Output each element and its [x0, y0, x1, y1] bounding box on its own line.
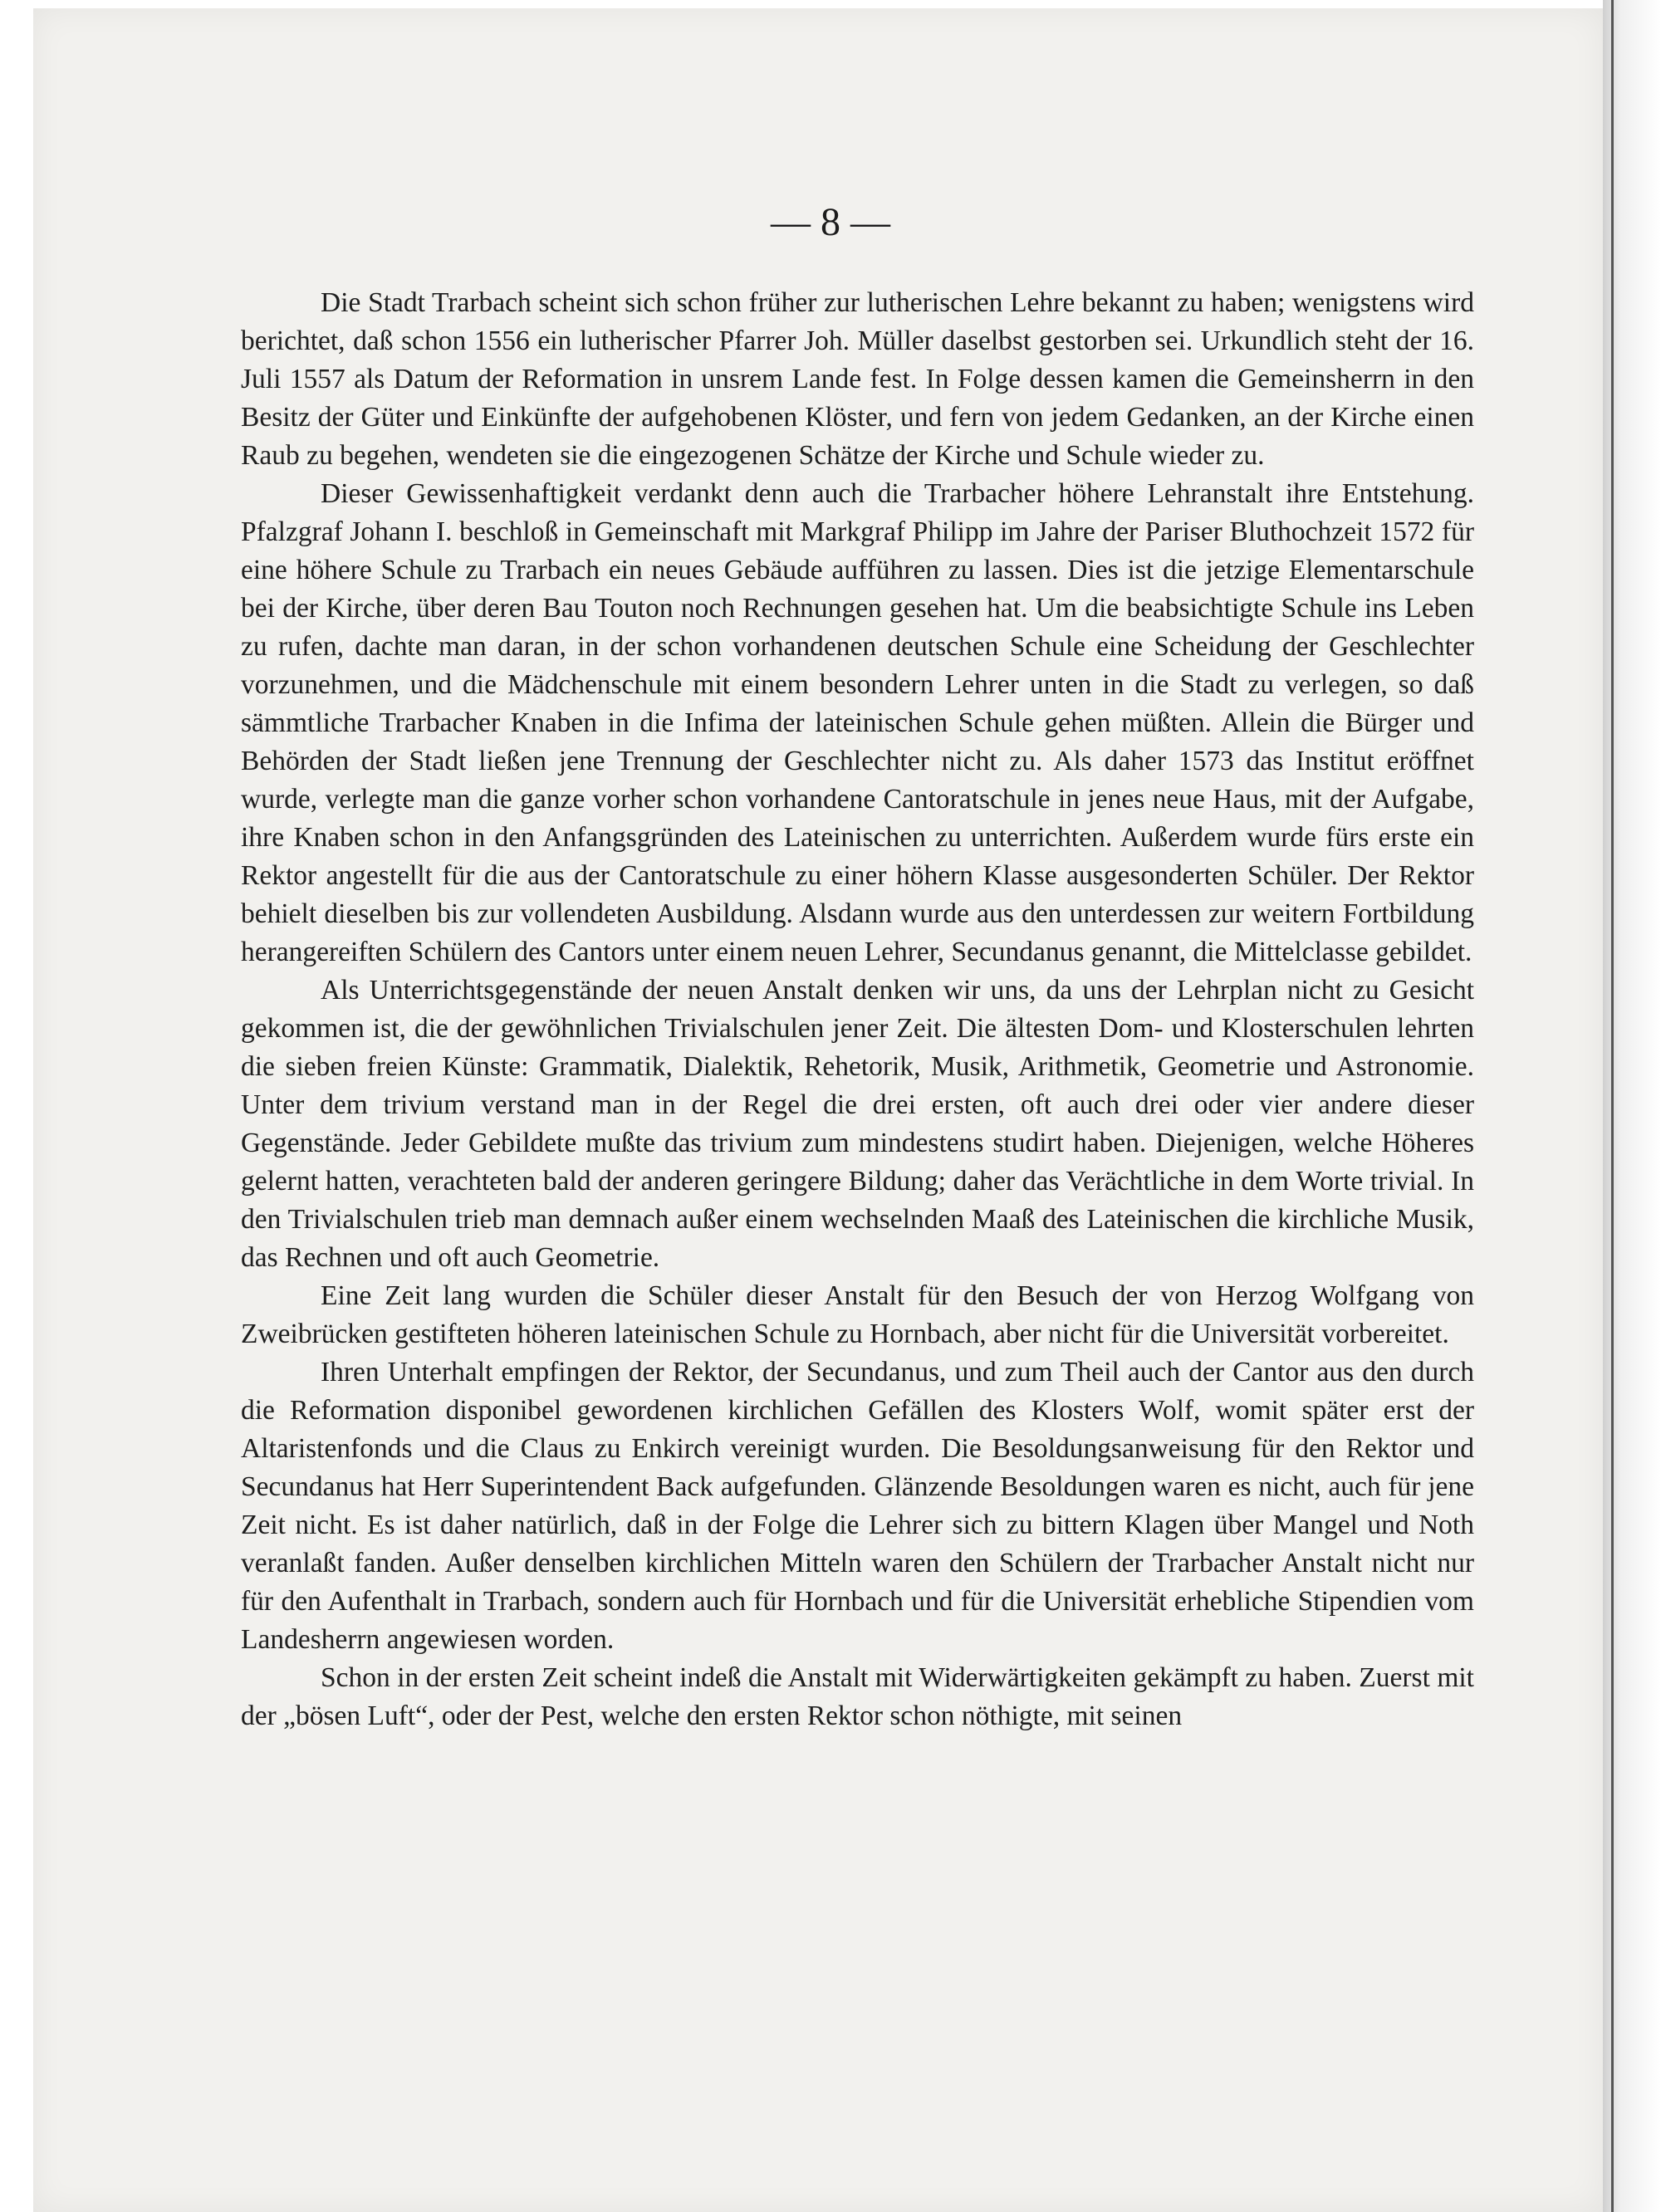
page-number: — 8 — — [771, 200, 890, 244]
paragraph-5: Ihren Unterhalt empfingen der Rektor, der Secundanus, und zum Theil auch der Cantor aus den durch die Reformation disponibel gewordenen kirchlichen Gefällen des Klosters Wolf, womit später erst der Altaristenfonds und die Claus zu Enkirch vereinigt wurden. Die Besoldungsanweisung für den Rektor und Secundanus hat Herr Superintendent Back aufgefunden. Glänzende Besoldungen waren es nicht, auch für jene Zeit nicht. Es ist daher natürlich, daß in der Folge die Lehrer sich zu bittern Klagen über Mangel und Noth veranlaßt fanden. Außer denselben kirchlichen Mitteln waren den Schülern der Trarbacher Anstalt nicht nur für den Aufenthalt in Trarbach, sondern auch für Hornbach und für die Universität erhebliche Stipendien vom Landesherrn angewiesen worden. — [241, 1357, 1474, 1655]
page-edge-line — [1611, 0, 1614, 2212]
paragraph-1: Die Stadt Trarbach scheint sich schon früher zur lutherischen Lehre bekannt zu haben; wenigstens wird berichtet, daß schon 1556 ein lutherischer Pfarrer Joh. Müller daselbst gestorben sei. Urkundlich steht der 16. Juli 1557 als Datum der Reformation in unsrem Lande fest. In Folge dessen kamen die Gemeinsherrn in den Besitz der Güter und Einkünfte der aufgehobenen Klöster, und fern von jedem Gedanken, an der Kirche einen Raub zu begehen, wendeten sie die eingezogenen Schätze der Kirche und Schule wieder zu. — [241, 287, 1474, 471]
paragraph-2: Dieser Gewissenhaftigkeit verdankt denn auch die Trarbacher höhere Lehranstalt ihre Entstehung. Pfalzgraf Johann I. beschloß in Gemeinschaft mit Markgraf Philipp im Jahre der Pariser Bluthochzeit 1572 für eine höhere Schule zu Trarbach ein neues Gebäude aufführen zu lassen. Dies ist die jetzige Elementarschule bei der Kirche, über deren Bau Touton noch Rechnungen gesehen hat. Um die beabsichtigte Schule ins Leben zu rufen, dachte man daran, in der schon vorhandenen deutschen Schule eine Scheidung der Geschlechter vorzunehmen, und die Mädchenschule mit einem besondern Lehrer unten in die Stadt zu verlegen, so daß sämmtliche Trarbacher Knaben in die Infima der lateinischen Schule gehen müßten. Allein die Bürger und Behörden der Stadt ließen jene Trennung der Geschlechter nicht zu. Als daher 1573 das Institut eröffnet wurde, verlegte man die ganze vorher schon vorhandene Cantoratschule in jenes neue Haus, mit der Aufgabe, ihre Knaben schon in den Anfangsgründen des Lateinischen zu unterrichten. Außerdem wurde fürs erste ein Rektor angestellt für die aus der Cantoratschule zu einer höhern Klasse ausgesonderten Schüler. Der Rektor behielt dieselben bis zur vollendeten Ausbildung. Alsdann wurde aus den unterdessen zur weitern Fortbildung herangereiften Schülern des Cantors unter einem neuen Lehrer, Secundanus genannt, die Mittelclasse gebildet. — [241, 478, 1474, 967]
body-text — [241, 284, 1474, 1735]
paragraph-4: Eine Zeit lang wurden die Schüler dieser Anstalt für den Besuch der von Herzog Wolfgang von Zweibrücken gestifteten höheren lateinischen Schule zu Hornbach, aber nicht für die Universität vorbereitet. — [241, 1280, 1474, 1349]
paragraph-3: Als Unterrichtsgegenstände der neuen Anstalt denken wir uns, da uns der Lehrplan nicht zu Gesicht gekommen ist, die der gewöhnlichen Trivialschulen jener Zeit. Die ältesten Dom- und Klosterschulen lehrten die sieben freien Künste: Grammatik, Dialektik, Rehetorik, Musik, Arithmetik, Geometrie und Astronomie. Unter dem trivium verstand man in der Regel die drei ersten, oft auch drei oder vier andere dieser Gegenstände. Jeder Gebildete mußte das trivium zum mindestens studirt haben. Diejenigen, welche Höheres gelernt hatten, verachteten bald der anderen geringere Bildung; daher das Verächtliche in dem Worte trivial. In den Trivialschulen trieb man demnach außer einem wechselnden Maaß des Lateinischen die kirchliche Musik, das Rechnen und oft auch Geometrie. — [241, 975, 1474, 1273]
paragraph-6: Schon in der ersten Zeit scheint indeß die Anstalt mit Widerwärtigkeiten gekämpft zu haben. Zuerst mit der „bösen Luft“, oder der Pest, welche den ersten Rektor schon nöthigte, mit seinen — [241, 1662, 1474, 1731]
